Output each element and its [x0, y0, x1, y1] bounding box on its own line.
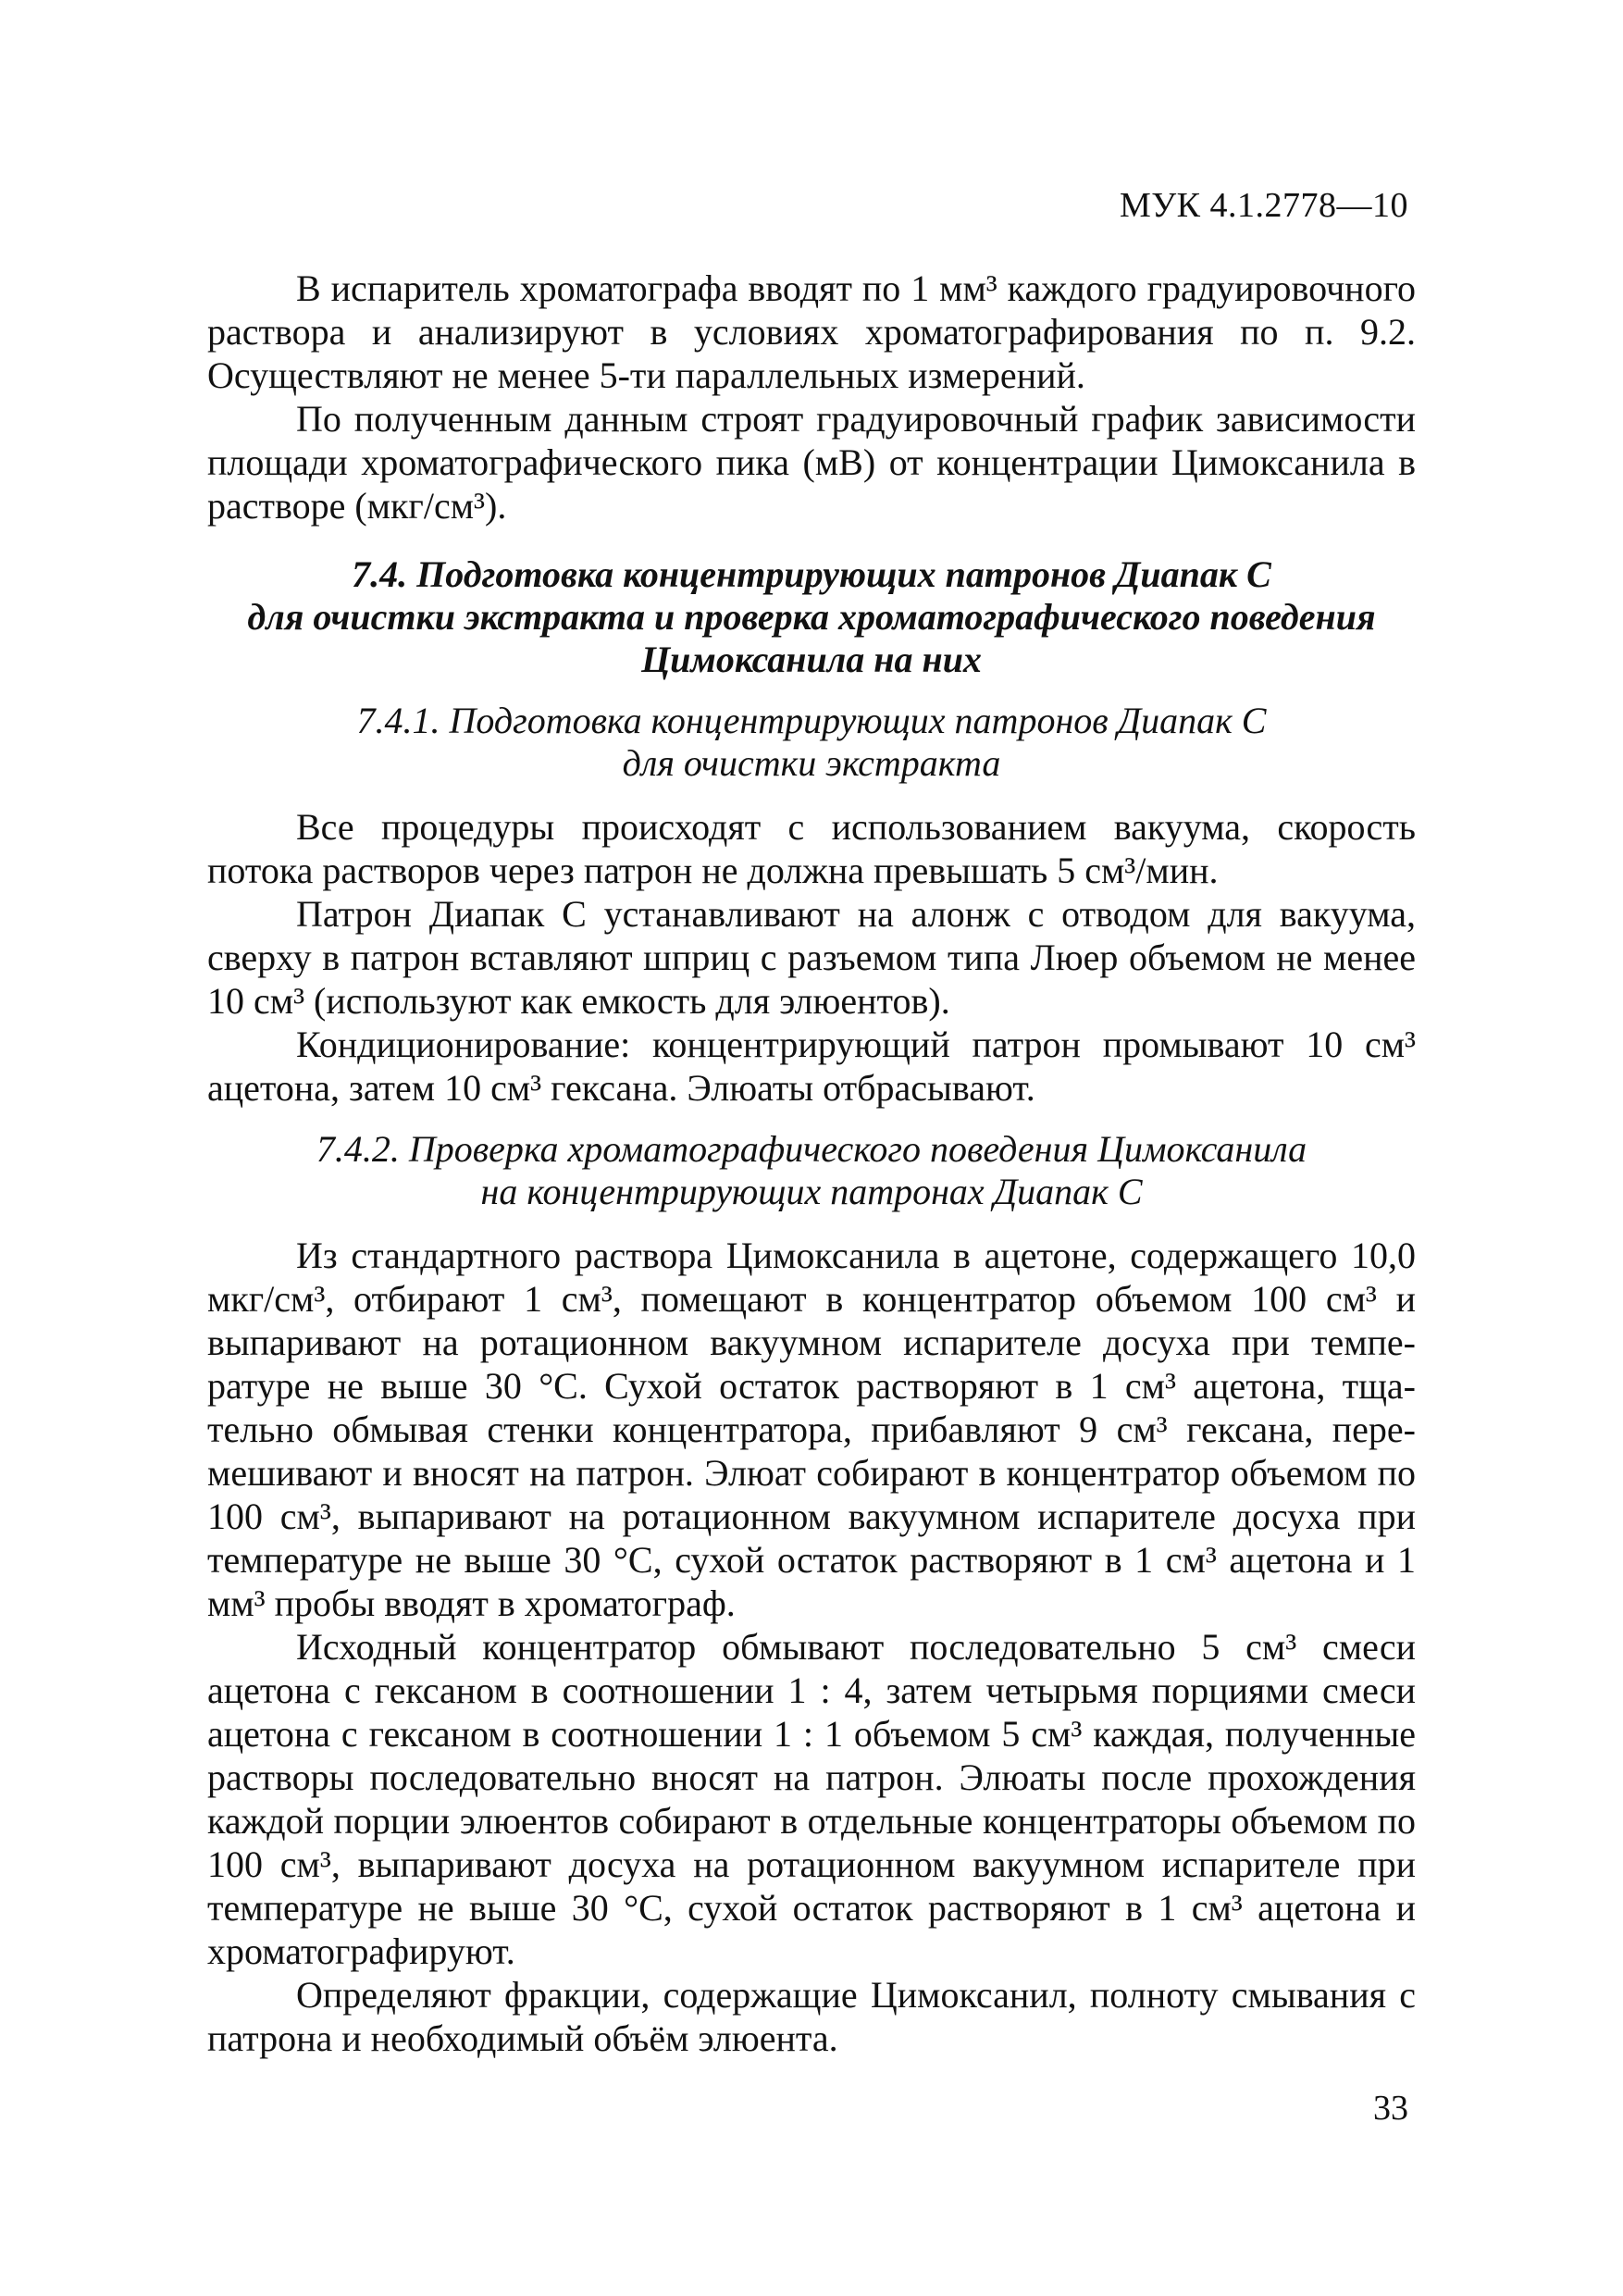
- heading-line: на концентрирующих патронах Диапак С: [480, 1171, 1143, 1212]
- paragraph-elution-portions: Исходный концентратор обмывают последовательно 5 см³ смеси ацетона с гексаном в соотношении 1 : 4, затем четырьмя порциями смеси ацетона с гексаном в соотношении 1 : 1 объемом 5 см³ каждая, полученные растворы последовательно вносят на патрон. Элюаты после прохождения каждой порции элюентов собирают в отдельные концентраторы объемом по 100 см³, выпаривают досуха на ротационном вакуумном испарителе при температуре не выше 30 °С, сухой остаток растворяют в 1 см³ ацетона и хроматографируют.: [207, 1626, 1416, 1972]
- subsection-heading-7-4-2: [207, 1128, 1416, 1213]
- paragraph-calibration-graph: По полученным данным строят градуировочный график зависимости площади хроматографического пика (мВ) от концентрации Цимоксанила в растворе (мкг/см³).: [207, 398, 1416, 527]
- paragraph-cartridge-setup: Патрон Диапак С устанавливают на алонж с отводом для вакуума, сверху в патрон вставляют шприц с разъемом типа Люер объемом не менее 10 см³ (используют как емкость для элюентов).: [207, 893, 1416, 1022]
- paragraph-injection: В испаритель хроматографа вводят по 1 мм³ каждого градуировочного раствора и анализируют в условиях хроматографирования по п. 9.2. Осуществляют не менее 5-ти параллельных измерений.: [207, 267, 1416, 396]
- heading-line: 7.4. Подготовка концентрирующих патронов Диапак С: [352, 553, 1271, 595]
- paragraph-vacuum-procedures: Все процедуры происходят с использованием вакуума, скорость потока растворов через патрон не должна превышать 5 см³/мин.: [207, 806, 1416, 891]
- document-code-header: МУК 4.1.2778—10: [1119, 186, 1408, 225]
- heading-line: для очистки экстракта: [622, 742, 1001, 784]
- subsection-heading-7-4-1: [207, 700, 1416, 785]
- heading-line: для очистки экстракта и проверка хроматографического поведения: [247, 596, 1376, 638]
- heading-line: 7.4.1. Подготовка концентрирующих патронов Диапак С: [356, 700, 1267, 741]
- paragraph-standard-solution: Из стандартного раствора Цимоксанила в ацетоне, содержащего 10,0 мкг/см³, отбирают 1 см³, помещают в концентратор объемом 100 см³ и выпаривают на ротационном вакуумном испарителе досуха при температуре не выше 30 °С. Сухой остаток растворяют в 1 см³ ацетона, тщательно обмывая стенки концентратора, прибавляют 9 см³ гексана, перемешивают и вносят на патрон. Элюат собирают в концентратор объемом по 100 см³, выпаривают на ротационном вакуумном испарителе досуха при температуре не выше 30 °С, сухой остаток растворяют в 1 см³ ацетона и 1 мм³ пробы вводят в хроматограф.: [207, 1235, 1416, 1624]
- paragraph-fractions: Определяют фракции, содержащие Цимоксанил, полноту смывания с патрона и необходимый объём элюента.: [207, 1974, 1416, 2059]
- paragraph-conditioning: Кондиционирование: концентрирующий патрон промывают 10 см³ ацетона, затем 10 см³ гексана. Элюаты отбрасывают.: [207, 1024, 1416, 1109]
- page-content: [207, 267, 1416, 2060]
- page-number: 33: [1373, 2089, 1408, 2128]
- heading-line: Цимоксанила на них: [641, 639, 982, 680]
- section-heading-7-4: [207, 553, 1416, 681]
- heading-line: 7.4.2. Проверка хроматографического поведения Цимоксанила: [316, 1128, 1307, 1170]
